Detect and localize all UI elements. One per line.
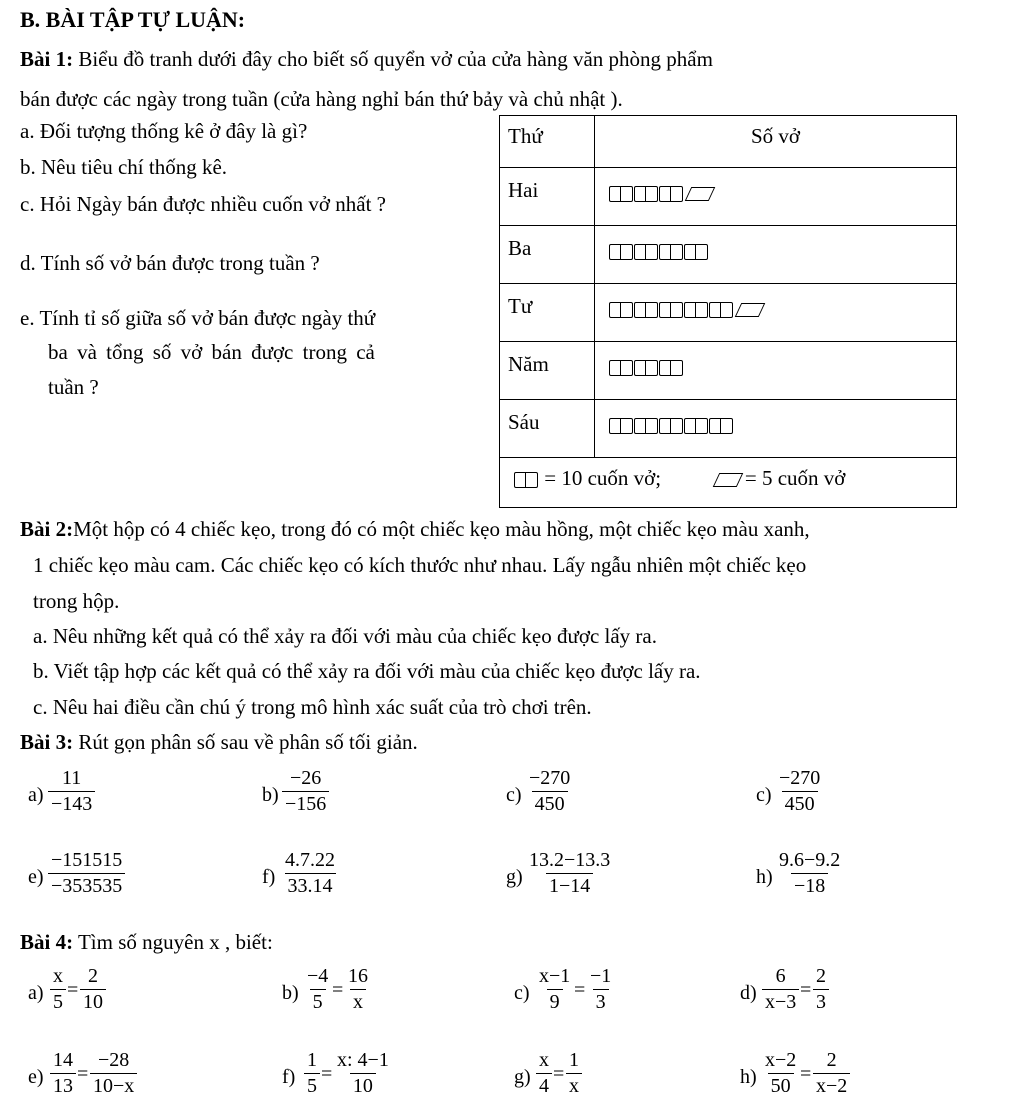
book-icon (684, 244, 708, 260)
fraction-right (813, 1050, 850, 1097)
pictograph-row (500, 400, 957, 458)
b1-question-c: c. Hỏi Ngày bán được nhiều cuốn vở nhất ? (20, 192, 386, 216)
fraction (776, 850, 843, 897)
book-icon (659, 302, 683, 318)
book-icon (634, 418, 658, 434)
exercise-label: h) (756, 866, 773, 888)
b4-label: Bài 4: (20, 930, 74, 954)
denominator: 9 (547, 989, 563, 1013)
pictograph-day: Ba (500, 226, 595, 284)
pictograph-icons (595, 342, 957, 400)
equals-sign: = (332, 979, 344, 1001)
numerator: −28 (98, 1049, 130, 1071)
numerator: x−2 (765, 1049, 797, 1071)
equals-sign: = (67, 979, 79, 1001)
denominator: x (566, 1073, 582, 1097)
b1-question-b: b. Nêu tiêu chí thống kê. (20, 155, 228, 179)
denominator: −143 (48, 791, 95, 815)
exercise-label: b) (262, 784, 279, 806)
fraction (282, 768, 329, 815)
b3-text: Rút gọn phân số sau về phân số tối giản. (73, 730, 418, 754)
half-book-icon (735, 303, 766, 317)
exercise-label: c) (514, 982, 530, 1004)
exercise-label: c) (756, 784, 772, 806)
fraction (526, 768, 573, 815)
book-icon (634, 302, 658, 318)
fraction-left (762, 1050, 799, 1097)
fraction (48, 850, 125, 897)
fraction-right (80, 966, 106, 1013)
equals-sign: = (800, 1063, 812, 1085)
fraction-right (587, 966, 614, 1013)
b1-label: Bài 1: (20, 47, 74, 71)
numerator: 11 (62, 767, 82, 789)
b1-intro-line1 (20, 48, 713, 71)
b1-question-a: a. Đối tượng thống kê ở đây là gì? (20, 119, 308, 143)
numerator: −151515 (51, 849, 123, 871)
legend-full: = 10 cuốn vở; (544, 466, 662, 490)
exercise-label: a) (28, 784, 44, 806)
denominator: 13 (50, 1073, 76, 1097)
denominator: 50 (768, 1073, 794, 1097)
denominator: x (350, 989, 366, 1013)
exercise-label: f) (282, 1066, 296, 1088)
denominator: 450 (532, 791, 568, 815)
fraction (48, 768, 95, 815)
fraction-left (304, 966, 331, 1013)
pictograph-day: Sáu (500, 400, 595, 458)
denominator: −156 (282, 791, 329, 815)
fraction-right (345, 966, 371, 1013)
header-value: Số vở (595, 116, 957, 168)
b2-question-b: b. Viết tập hợp các kết quả có thể xảy ra đối với màu của chiếc kẹo được lấy ra. (33, 659, 701, 683)
fraction-left (304, 1050, 320, 1097)
pictograph-row (500, 168, 957, 226)
numerator: x−1 (539, 965, 571, 987)
book-icon (684, 302, 708, 318)
numerator: −270 (529, 767, 571, 789)
fraction-left (50, 966, 66, 1013)
b2-question-a: a. Nêu những kết quả có thể xảy ra đối với màu của chiếc kẹo được lấy ra. (33, 624, 657, 648)
legend-half: = 5 cuốn vở (744, 466, 846, 490)
numerator: −270 (779, 767, 821, 789)
pictograph-icons (595, 168, 957, 226)
numerator: 6 (775, 965, 786, 987)
numerator: 2 (88, 965, 98, 987)
denominator: 5 (50, 989, 66, 1013)
denominator: −353535 (48, 873, 125, 897)
denominator: x−2 (813, 1073, 850, 1097)
book-icon (609, 186, 633, 202)
numerator: −26 (290, 767, 322, 789)
equals-sign: = (321, 1063, 333, 1085)
pictograph-row (500, 342, 957, 400)
b2-line2: 1 chiếc kẹo màu cam. Các chiếc kẹo có kích thước như nhau. Lấy ngẫu nhiên một chiếc kẹo (33, 553, 807, 577)
fraction-left (536, 1050, 552, 1097)
pictograph-day: Tư (500, 284, 595, 342)
section-title: B. BÀI TẬP TỰ LUẬN: (20, 7, 246, 32)
b1-question-e-line1: e. Tính tỉ số giữa số vở bán được ngày thứ (20, 306, 376, 330)
equals-sign: = (77, 1063, 89, 1085)
book-icon (659, 360, 683, 376)
denominator: 1−14 (546, 873, 593, 897)
pictograph-legend-row (500, 458, 957, 508)
exercise-label: c) (506, 784, 522, 806)
exercise-label: h) (740, 1066, 757, 1088)
b2-line3: trong hộp. (33, 589, 120, 613)
book-icon (659, 244, 683, 260)
book-icon (609, 418, 633, 434)
exercise-label: g) (514, 1066, 531, 1088)
numerator: 9.6−9.2 (779, 849, 841, 871)
numerator: x: 4−1 (337, 1049, 389, 1071)
fraction-right (90, 1050, 137, 1097)
equals-sign: = (800, 979, 812, 1001)
exercise-label: g) (506, 866, 523, 888)
numerator: −1 (590, 965, 612, 987)
pictograph-legend (500, 458, 957, 508)
book-icon (634, 244, 658, 260)
book-icon (609, 302, 633, 318)
exercise-label: b) (282, 982, 299, 1004)
numerator: −4 (307, 965, 329, 987)
denominator: x−3 (762, 989, 799, 1013)
book-icon (634, 360, 658, 376)
fraction-left (50, 1050, 76, 1097)
denominator: 10 (350, 1073, 376, 1097)
half-book-icon (685, 187, 716, 201)
denominator: 3 (813, 989, 829, 1013)
exercise-label: e) (28, 1066, 44, 1088)
fraction-right (813, 966, 829, 1013)
book-icon (609, 360, 633, 376)
pictograph-header-row (500, 116, 957, 168)
numerator: x (53, 965, 63, 987)
numerator: 1 (307, 1049, 317, 1071)
book-icon (634, 186, 658, 202)
b1-question-e-line2: ba và tổng số vở bán được trong cả (48, 340, 375, 364)
numerator: 13.2−13.3 (529, 849, 611, 871)
b2-line1 (20, 518, 810, 541)
book-icon (709, 302, 733, 318)
exercise-label: f) (262, 866, 276, 888)
book-icon (659, 418, 683, 434)
pictograph-day: Năm (500, 342, 595, 400)
exercise-label: e) (28, 866, 44, 888)
book-icon (659, 186, 683, 202)
b4-heading (20, 931, 273, 954)
numerator: 2 (826, 1049, 837, 1071)
book-icon (709, 418, 733, 434)
numerator: 1 (569, 1049, 579, 1071)
b1-question-d: d. Tính số vở bán được trong tuần ? (20, 251, 320, 275)
equals-sign: = (574, 979, 586, 1001)
denominator: 4 (536, 1073, 552, 1097)
fraction-left (536, 966, 573, 1013)
numerator: 2 (816, 965, 826, 987)
b1-intro-line2: bán được các ngày trong tuần (cửa hàng nghỉ bán thứ bảy và chủ nhật ). (20, 87, 623, 111)
fraction (526, 850, 613, 897)
pictograph-icons (595, 284, 957, 342)
denominator: 10 (80, 989, 106, 1013)
b4-text: Tìm số nguyên x , biết: (73, 930, 273, 954)
numerator: 16 (348, 965, 368, 987)
denominator: 450 (782, 791, 818, 815)
fraction-left (762, 966, 799, 1013)
b2-l1: Một hộp có 4 chiếc kẹo, trong đó có một chiếc kẹo màu hồng, một chiếc kẹo màu xanh, (73, 517, 810, 541)
pictograph-row (500, 226, 957, 284)
b1-intro1: Biểu đồ tranh dưới đây cho biết số quyển vở của cửa hàng văn phòng phẩm (73, 47, 713, 71)
denominator: 3 (593, 989, 609, 1013)
numerator: 14 (53, 1049, 73, 1071)
denominator: 5 (310, 989, 326, 1013)
b2-question-c: c. Nêu hai điều cần chú ý trong mô hình xác suất của trò chơi trên. (33, 695, 592, 719)
book-icon (684, 418, 708, 434)
book-icon (609, 244, 633, 260)
denominator: 10−x (90, 1073, 137, 1097)
pictograph-table (499, 115, 957, 508)
fraction (282, 850, 338, 897)
denominator: 5 (304, 1073, 320, 1097)
pictograph-row (500, 284, 957, 342)
fraction-right (566, 1050, 582, 1097)
pictograph-icons (595, 226, 957, 284)
b1-question-e-line3: tuần ? (48, 375, 99, 399)
fraction-right (334, 1050, 392, 1097)
b3-label: Bài 3: (20, 730, 74, 754)
denominator: 33.14 (285, 873, 336, 897)
exercise-label: d) (740, 982, 757, 1004)
pictograph-day: Hai (500, 168, 595, 226)
book-icon (514, 472, 538, 488)
numerator: 4.7.22 (285, 849, 335, 871)
numerator: x (539, 1049, 549, 1071)
denominator: −18 (791, 873, 828, 897)
fraction (776, 768, 823, 815)
header-day: Thứ (500, 116, 595, 168)
b2-label: Bài 2: (20, 517, 74, 541)
pictograph-icons (595, 400, 957, 458)
b3-heading (20, 731, 418, 754)
half-book-icon (712, 473, 743, 487)
exercise-label: a) (28, 982, 44, 1004)
equals-sign: = (553, 1063, 565, 1085)
